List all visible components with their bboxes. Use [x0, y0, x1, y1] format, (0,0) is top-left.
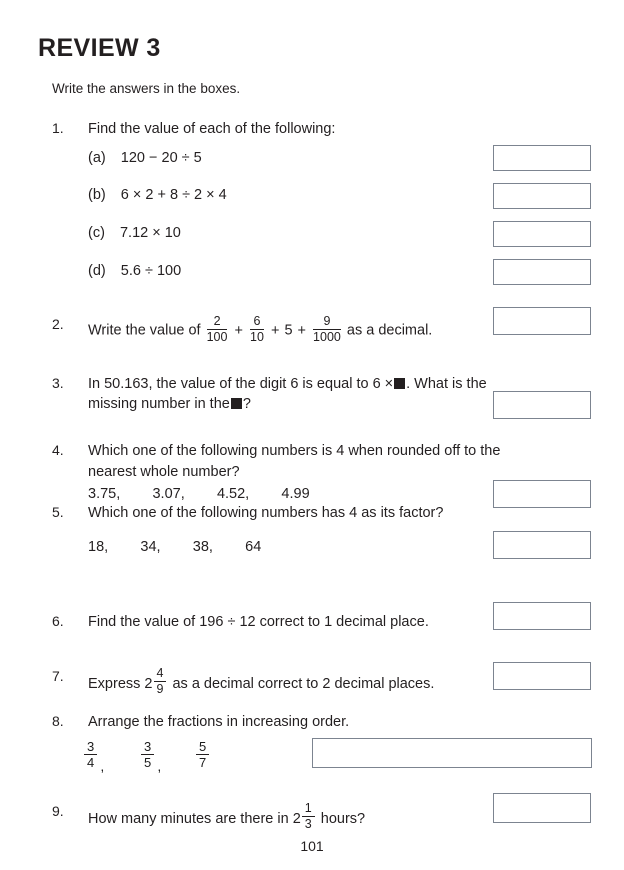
question-9-text-before: How many minutes are there in	[88, 810, 289, 827]
fraction-numerator: 4	[154, 667, 167, 682]
question-7-number: 7.	[52, 668, 64, 684]
answer-box-4[interactable]	[493, 480, 591, 508]
mixed-whole: 2	[292, 810, 301, 827]
fraction-numerator: 3	[84, 740, 97, 755]
question-1d-expression: 5.6 ÷ 100	[120, 263, 182, 279]
fraction-3-5	[141, 739, 162, 774]
mixed-number-2-1-3	[293, 802, 317, 830]
answer-box-8[interactable]	[312, 738, 592, 768]
question-3-line1	[88, 374, 487, 395]
question-7-text-before: Express	[88, 675, 141, 692]
fraction-3-4	[84, 739, 105, 774]
question-6-number: 6.	[52, 613, 64, 629]
question-1a-expression: 120 − 20 ÷ 5	[120, 150, 202, 166]
question-1d-label: (d)	[88, 263, 106, 279]
mixed-whole: 2	[144, 675, 153, 692]
fraction-denominator: 4	[87, 755, 95, 770]
question-1d	[88, 263, 181, 279]
question-1b-label: (b)	[88, 187, 106, 203]
fraction-2-100	[207, 315, 228, 343]
fraction-comma: ,	[157, 758, 162, 774]
fraction-denominator: 1000	[313, 329, 341, 344]
question-2-text-before: Write the value of	[88, 322, 201, 339]
fraction-numerator: 6	[250, 315, 264, 330]
instruction-text: Write the answers in the boxes.	[52, 81, 241, 96]
black-square-icon	[231, 398, 242, 409]
question-3-line2	[88, 394, 251, 415]
answer-box-1a[interactable]	[493, 145, 591, 171]
question-1a-label: (a)	[88, 150, 106, 166]
question-3-number: 3.	[52, 375, 64, 391]
mixed-fraction	[302, 802, 315, 830]
page-title: REVIEW 3	[38, 34, 161, 62]
question-3-line1-after: . What is the	[406, 376, 487, 392]
question-7-text-after: as a decimal correct to 2 decimal places.	[172, 675, 435, 692]
fraction-denominator: 100	[206, 329, 228, 344]
fraction-numerator: 9	[313, 315, 341, 330]
fraction-numerator: 1	[302, 802, 315, 817]
answer-box-6[interactable]	[493, 602, 591, 630]
question-3-line2-after: ?	[242, 396, 251, 412]
question-1-text: Find the value of each of the following:	[88, 121, 336, 137]
question-1c-label: (c)	[88, 225, 105, 241]
answer-box-1c[interactable]	[493, 221, 591, 247]
page-number: 101	[300, 838, 324, 854]
question-1b-expression: 6 × 2 + 8 ÷ 2 × 4	[120, 187, 227, 203]
question-9-number: 9.	[52, 803, 64, 819]
question-9-text-after: hours?	[320, 810, 366, 827]
question-1a	[88, 150, 202, 166]
question-5-number: 5.	[52, 504, 64, 520]
fraction-denominator: 9	[156, 681, 164, 696]
mixed-fraction	[154, 667, 167, 695]
fraction-denominator: 3	[304, 816, 312, 831]
fraction-5-7	[196, 740, 209, 769]
fraction-9-1000	[313, 315, 341, 343]
question-3-line1-before: In 50.163, the value of the digit 6 is equal to 6 ×	[88, 376, 394, 392]
question-5-text: Which one of the following numbers has 4 as its factor?	[88, 505, 444, 521]
whole-term: 5	[284, 322, 293, 339]
answer-box-9[interactable]	[493, 793, 591, 823]
question-4-options: 3.75, 3.07, 4.52, 4.99	[88, 486, 310, 502]
question-8-number: 8.	[52, 713, 64, 729]
fraction-denominator: 10	[250, 329, 264, 344]
question-1-number: 1.	[52, 120, 64, 136]
question-7-text	[88, 667, 434, 695]
fraction-numerator: 2	[207, 315, 228, 330]
question-1b	[88, 187, 227, 203]
answer-box-5[interactable]	[493, 531, 591, 559]
question-1c-expression: 7.12 × 10	[119, 225, 181, 241]
question-1c	[88, 225, 181, 241]
question-4-number: 4.	[52, 442, 64, 458]
question-2-number: 2.	[52, 316, 64, 332]
question-5-options: 18, 34, 38, 64	[88, 539, 262, 555]
fraction-numerator: 3	[141, 740, 154, 755]
question-6-text: Find the value of 196 ÷ 12 correct to 1 decimal place.	[88, 614, 429, 630]
fraction-comma: ,	[100, 758, 105, 774]
question-3-line2-before: missing number in the	[88, 396, 230, 412]
black-square-icon	[394, 378, 405, 389]
fraction-denominator: 7	[199, 755, 207, 770]
answer-box-1d[interactable]	[493, 259, 591, 285]
question-2-text-after: as a decimal.	[346, 322, 433, 339]
fraction-numerator: 5	[196, 740, 209, 755]
question-2-text: Write the value of $\frac{2}{100}$ + $\frac{6}{10}$ + 5 + $\frac{9}{1000}$ as a decimal.	[88, 314, 433, 344]
fraction-6-10	[250, 315, 264, 343]
question-8-text: Arrange the fractions in increasing order.	[88, 714, 350, 730]
answer-box-7[interactable]	[493, 662, 591, 690]
question-4-text: Which one of the following numbers is 4 when rounded off to the nearest whole number?	[88, 443, 501, 480]
question-9-text	[88, 802, 365, 830]
answer-box-2[interactable]	[493, 307, 591, 335]
mixed-number-2-4-9	[144, 667, 168, 695]
fraction-denominator: 5	[144, 755, 152, 770]
answer-box-3[interactable]	[493, 391, 591, 419]
answer-box-1b[interactable]	[493, 183, 591, 209]
